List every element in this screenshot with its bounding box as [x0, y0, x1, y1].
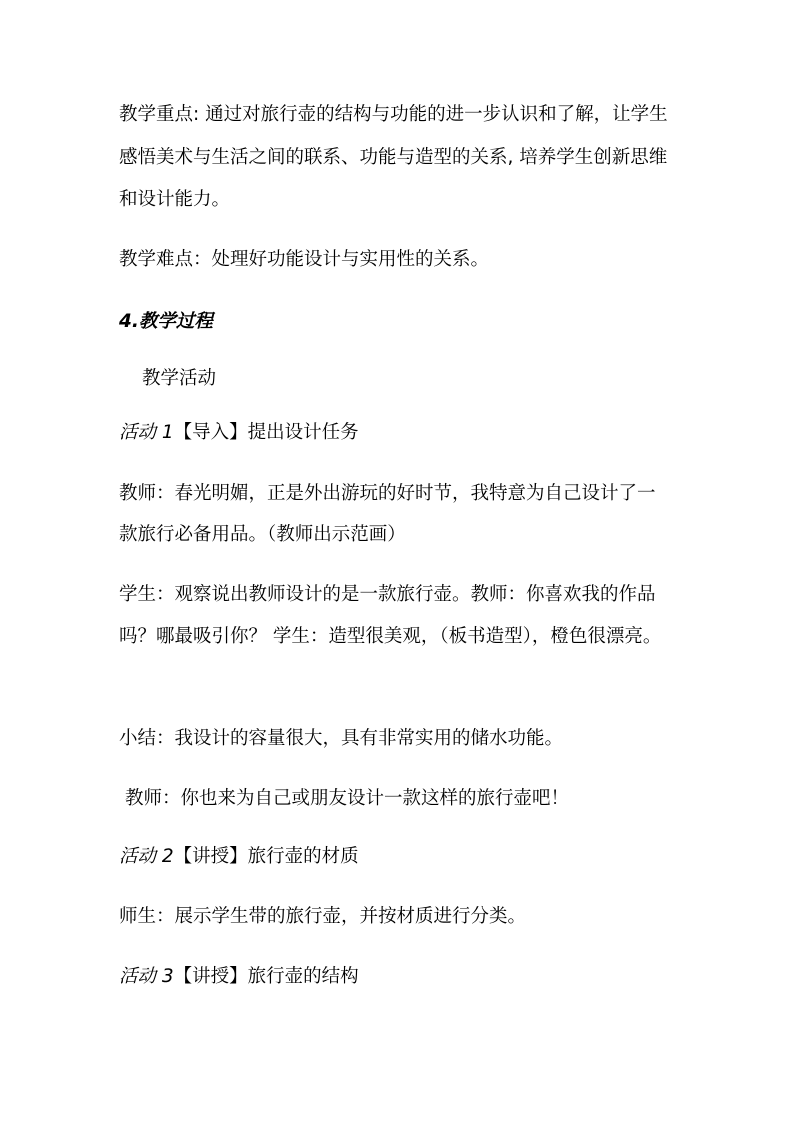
- teacher-student-line: 师生：展示学生带的旅行壶，并按材质进行分类。: [119, 906, 527, 927]
- section-heading-text: 4.教学过程: [119, 311, 213, 332]
- teacher-2: 教师：你也来为自己或朋友设计一款这样的旅行壶吧！: [125, 788, 570, 809]
- activity-3-title: 【讲授】旅行壶的结构: [173, 966, 359, 987]
- activity-1-heading: [119, 421, 359, 445]
- key-points-line-2: 感悟美术与生活之间的联系、功能与造型的关系, 培养学生创新思维: [119, 147, 668, 168]
- student-1-line-1: 学生：观察说出教师设计的是一款旅行壶。教师：你喜欢我的作品: [119, 584, 656, 605]
- activity-1-label: 活动 1: [119, 422, 174, 443]
- activity-3-label: 活动 3: [119, 966, 174, 987]
- activity-3-heading: [119, 965, 359, 989]
- activity-2-heading: [119, 845, 359, 869]
- subheading-teaching-activity: 教学活动: [142, 368, 217, 389]
- section-heading: [119, 310, 213, 334]
- activity-1-title: 【导入】提出设计任务: [173, 422, 359, 443]
- difficult-points: 教学难点：处理好功能设计与实用性的关系。: [119, 249, 490, 270]
- teacher-1-line-2: 款旅行必备用品。（教师出示范画）: [119, 524, 406, 545]
- activity-2-title: 【讲授】旅行壶的材质: [173, 846, 359, 867]
- teacher-1-line-1: 教师：春光明媚，正是外出游玩的好时节，我特意为自己设计了一: [119, 483, 656, 504]
- summary: 小结：我设计的容量很大，具有非常实用的储水功能。: [119, 728, 564, 749]
- key-points-line-3: 和设计能力。: [119, 189, 231, 210]
- activity-2-label: 活动 2: [119, 846, 174, 867]
- key-points-line-1: 教学重点: 通过对旅行壶的结构与功能的进一步认识和了解，让学生: [119, 104, 668, 125]
- student-1-line-2: 吗？哪最吸引你？ 学生：造型很美观，（板书造型），橙色很漂亮。: [119, 626, 662, 647]
